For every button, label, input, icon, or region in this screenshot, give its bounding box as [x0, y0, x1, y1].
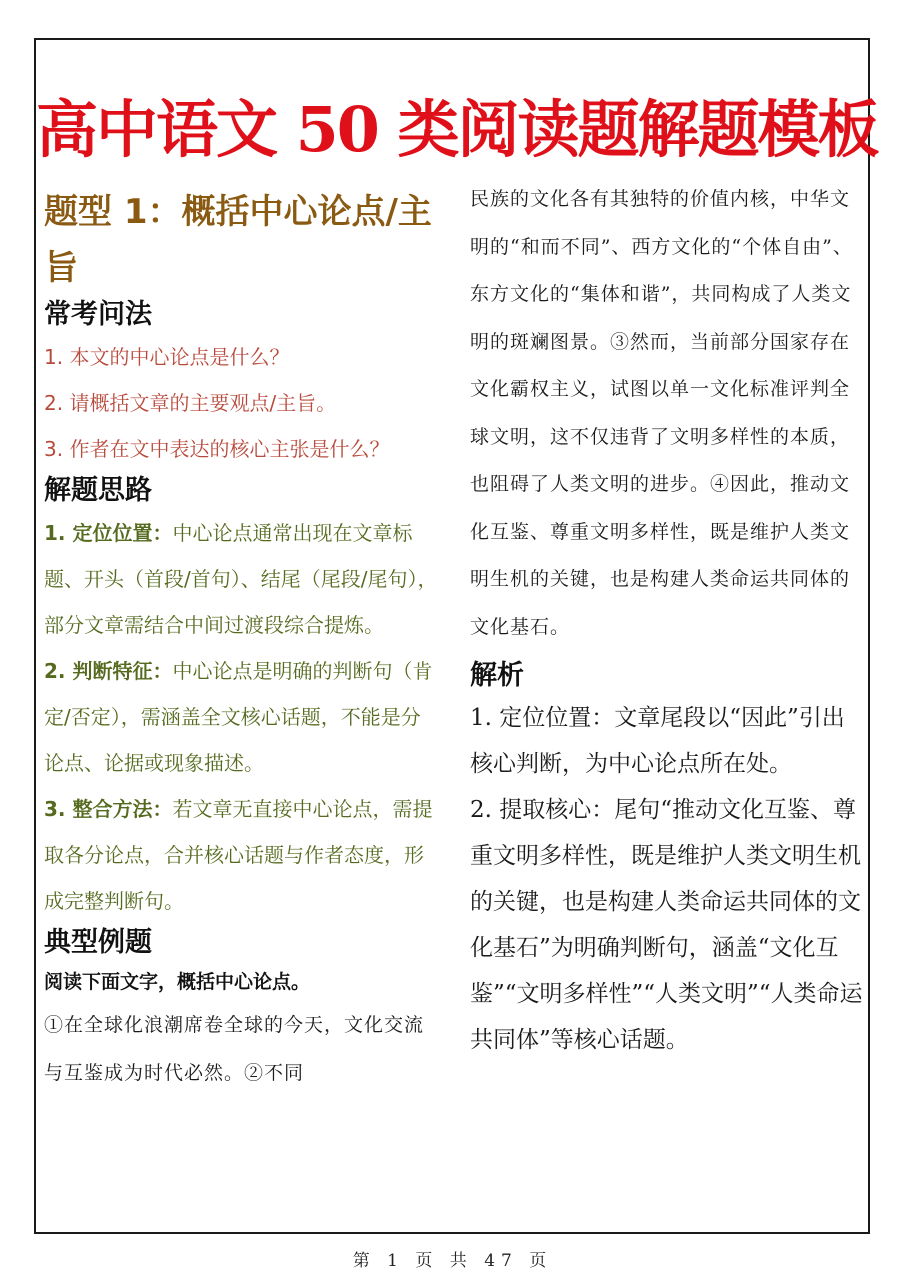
approach-item-label: 3. 整合方法：: [44, 797, 173, 821]
right-column: [470, 176, 866, 1063]
approach-item-label: 2. 判断特征：: [44, 659, 173, 683]
analysis-heading: 解析: [470, 660, 524, 691]
page-title: 高中语文 50 类阅读题解题模板: [36, 92, 878, 166]
approach-item: [44, 648, 440, 786]
approach-item-text: 若文章无直接中心论点，需提取各分论点，合并核心话题与作者态度，形成完整判断句。: [44, 797, 433, 913]
example-heading: 典型例题: [44, 927, 152, 958]
analysis-item: 1. 定位位置：文章尾段以“因此”引出核心判断，为中心论点所在处。: [470, 705, 845, 777]
approach-item-text: 中心论点是明确的判断句（肯定/否定），需涵盖全文核心话题，不能是分论点、论据或现象描述。: [44, 659, 433, 775]
approach-item-label: 1. 定位位置：: [44, 521, 173, 545]
page-footer: 第 1 页 共 47 页: [352, 1251, 553, 1271]
left-column: [44, 184, 440, 1097]
question-item: 3. 作者在文中表达的核心主张是什么？: [44, 437, 390, 461]
question-item: 2. 请概括文章的主要观点/主旨。: [44, 391, 337, 415]
common-questions-heading: 常考问法: [44, 299, 152, 330]
approach-heading: 解题思路: [44, 475, 152, 506]
analysis-item: 2. 提取核心：尾句“推动文化互鉴、尊重文明多样性，既是维护人类文明生机的关键，也是构建人类命运共同体的文化基石”为明确判断句，涵盖“文化互鉴”“文明多样性”“人类文明”“人类命运共同体”等核心话题。: [470, 797, 863, 1053]
example-passage-part1: ①在全球化浪潮席卷全球的今天，文化交流与互鉴成为时代必然。②不同: [44, 1014, 425, 1084]
example-passage-part2: 民族的文化各有其独特的价值内核，中华文明的“和而不同”、西方文化的“个体自由”、东方文化的“集体和谐”，共同构成了人类文明的斑斓图景。③然而，当前部分国家存在文化霸权主义，试图以单一文化标准评判全球文明，这不仅违背了文明多样性的本质，也阻碍了人类文明的进步。④因此，推动文化互鉴、尊重文明多样性，既是维护人类文明生机的关键，也是构建人类命运共同体的文化基石。: [470, 188, 853, 638]
approach-item: [44, 510, 440, 648]
question-type-title: 题型 1：概括中心论点/主旨: [44, 192, 432, 288]
question-item: 1. 本文的中心论点是什么？: [44, 345, 290, 369]
approach-item-text: 中心论点通常出现在文章标题、开头（首段/首句）、结尾（尾段/尾句），部分文章需结合中间过渡段综合提炼。: [44, 521, 438, 637]
approach-item: [44, 786, 440, 924]
example-instruction: 阅读下面文字，概括中心论点。: [44, 971, 311, 993]
